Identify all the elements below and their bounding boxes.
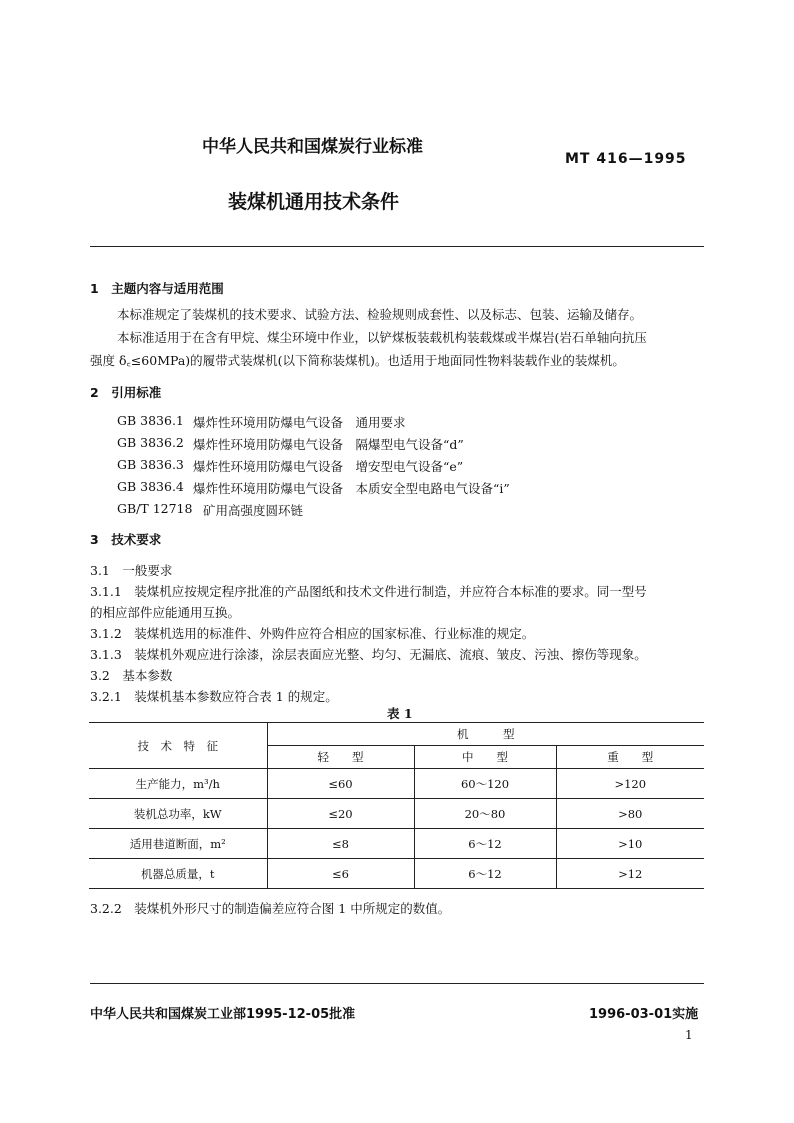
clause-3-1-3: 3.1.3 装煤机外观应进行涂漆，涂层表面应光整、均匀、无漏底、流痕、皱皮、污浊、擦伤等现象。 — [90, 647, 647, 662]
section1-paragraph2-line1: 本标准适用于在含有甲烷、煤尘环境中作业，以铲煤板装载机构装载煤或半煤岩(岩石单轴向抗压 — [117, 330, 647, 345]
cell-heavy: >80 — [556, 799, 704, 829]
header-machine-type: 机 型 — [267, 723, 704, 746]
reference-title: 爆炸性环境用防爆电气设备 增安型电气设备“e” — [193, 459, 464, 474]
reference-title: 爆炸性环境用防爆电气设备 通用要求 — [193, 415, 406, 430]
cell-medium: 6～12 — [414, 859, 556, 889]
reference-title: 矿用高强度圆环链 — [203, 503, 304, 518]
reference-code: GB 3836.3 — [117, 457, 184, 472]
clause-3-1-1-line2: 的相应部件应能通用互换。 — [90, 605, 241, 620]
approval-note: 中华人民共和国煤炭工业部1995-12-05批准 — [90, 1007, 356, 1022]
table-row — [89, 829, 704, 859]
row-feature: 生产能力，m³/h — [89, 769, 267, 799]
clause-3-1-2: 3.1.2 装煤机选用的标准件、外购件应符合相应的国家标准、行业标准的规定。 — [90, 626, 535, 641]
parameters-table — [89, 722, 704, 889]
reference-code: GB 3836.4 — [117, 479, 184, 494]
cell-medium: 6～12 — [414, 829, 556, 859]
table-caption: 表 1 — [387, 706, 413, 721]
table-row — [89, 769, 704, 799]
effective-date: 1996-03-01实施 — [589, 1007, 699, 1022]
page-number: 1 — [685, 1028, 693, 1042]
cell-light: ≤20 — [267, 799, 414, 829]
standard-type: 中华人民共和国煤炭行业标准 — [202, 137, 423, 157]
section1-paragraph2-line2: 强度 δ꜀≤60MPa)的履带式装煤机(以下简称装煤机)。也适用于地面同性物料装载作业的装煤机。 — [90, 353, 625, 368]
footer-divider — [90, 983, 704, 984]
document-title: 装煤机通用技术条件 — [228, 191, 400, 213]
reference-title: 爆炸性环境用防爆电气设备 本质安全型电路电气设备“i” — [193, 481, 510, 496]
reference-title: 爆炸性环境用防爆电气设备 隔爆型电气设备“d” — [193, 437, 464, 452]
header-feature: 技 术 特 征 — [89, 723, 267, 769]
cell-light: ≤8 — [267, 829, 414, 859]
section1-paragraph1: 本标准规定了装煤机的技术要求、试验方法、检验规则成套性、以及标志、包装、运输及储存。 — [117, 307, 643, 322]
section1-heading: 1 主题内容与适用范围 — [90, 281, 224, 296]
table-row — [89, 859, 704, 889]
clause-3-2: 3.2 基本参数 — [90, 668, 173, 683]
header-light: 轻 型 — [267, 746, 414, 769]
standard-code: MT 416—1995 — [565, 151, 687, 167]
cell-medium: 20～80 — [414, 799, 556, 829]
section2-heading: 2 引用标准 — [90, 385, 162, 400]
cell-heavy: >120 — [556, 769, 704, 799]
cell-heavy: >10 — [556, 829, 704, 859]
section3-heading: 3 技术要求 — [90, 532, 162, 547]
reference-code: GB 3836.1 — [117, 413, 184, 428]
clause-3-1-1-line1: 3.1.1 装煤机应按规定程序批准的产品图纸和技术文件进行制造，并应符合本标准的要求。同一型号 — [90, 584, 647, 599]
clause-3-2-1: 3.2.1 装煤机基本参数应符合表 1 的规定。 — [90, 689, 338, 704]
cell-light: ≤60 — [267, 769, 414, 799]
header-divider — [90, 246, 704, 247]
reference-code: GB/T 12718 — [117, 501, 193, 516]
header-heavy: 重 型 — [556, 746, 704, 769]
cell-heavy: >12 — [556, 859, 704, 889]
cell-light: ≤6 — [267, 859, 414, 889]
row-feature: 装机总功率，kW — [89, 799, 267, 829]
row-feature: 适用巷道断面，m² — [89, 829, 267, 859]
cell-medium: 60～120 — [414, 769, 556, 799]
clause-3-2-2: 3.2.2 装煤机外形尺寸的制造偏差应符合图 1 中所规定的数值。 — [90, 901, 451, 916]
clause-3-1: 3.1 一般要求 — [90, 563, 173, 578]
reference-code: GB 3836.2 — [117, 435, 184, 450]
row-feature: 机器总质量，t — [89, 859, 267, 889]
table-row — [89, 799, 704, 829]
header-medium: 中 型 — [414, 746, 556, 769]
